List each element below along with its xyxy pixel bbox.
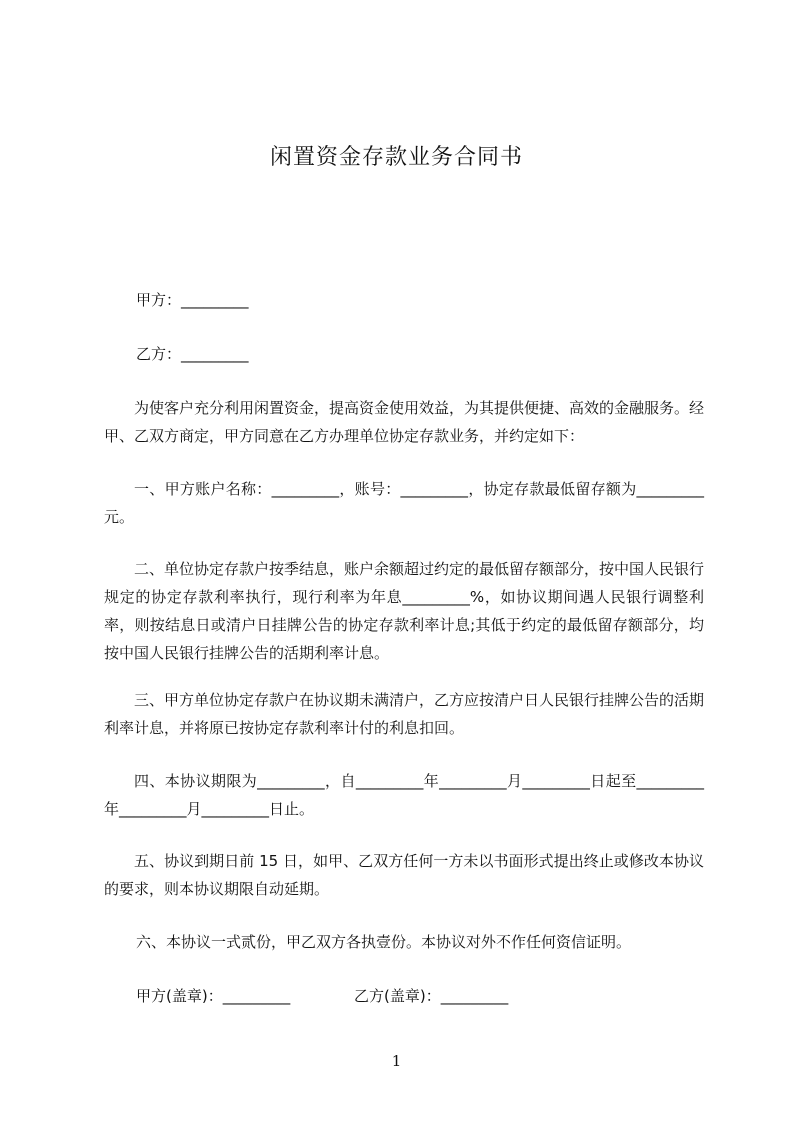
clause-1: 一、甲方账户名称：_________，账号：_________，协定存款最低留存额为_________元。 [104, 480, 704, 526]
clause-6: 六、本协议一式贰份，甲乙双方各执壹份。本协议对外不作任何资信证明。 [136, 933, 632, 951]
clause-5: 五、协议到期日前 15 日，如甲、乙双方任何一方未以书面形式提出终止或修改本协议的要求，则本协议期限自动延期。 [104, 852, 704, 898]
party-a-line: 甲方：_________ [136, 291, 249, 309]
intro-paragraph: 为使客户充分利用闲置资金，提高资金使用效益，为其提供便捷、高效的金融服务。经甲、乙双方商定，甲方同意在乙方办理单位协定存款业务，并约定如下： [104, 399, 705, 445]
party-b-signature: 乙方(盖章)：_________ [354, 987, 509, 1005]
clause-2: 二、单位协定存款户按季结息，账户余额超过约定的最低留存额部分，按中国人民银行规定的协定存款利率执行，现行利率为年息_________%，如协议期间遇人民银行调整利率，则按结息日或清户日挂牌公告的协定存款利率计息;其低于约定的最低留存额部分，均按中国人民银行挂牌公告的活期利率计息。 [104, 560, 705, 662]
clause-4: 四、本协议期限为_________，自_________年_________月_________日起至_________年_________月_________日止。 [104, 772, 704, 818]
clause-3: 三、甲方单位协定存款户在协议期未满清户，乙方应按清户日人民银行挂牌公告的活期利率计息，并将原已按协定存款利率计付的利息扣回。 [104, 691, 705, 737]
page-number: 1 [391, 1052, 402, 1070]
party-b-line: 乙方：_________ [136, 345, 249, 363]
document-title: 闲置资金存款业务合同书 [269, 145, 523, 170]
party-a-signature: 甲方(盖章)：_________ [136, 987, 291, 1005]
